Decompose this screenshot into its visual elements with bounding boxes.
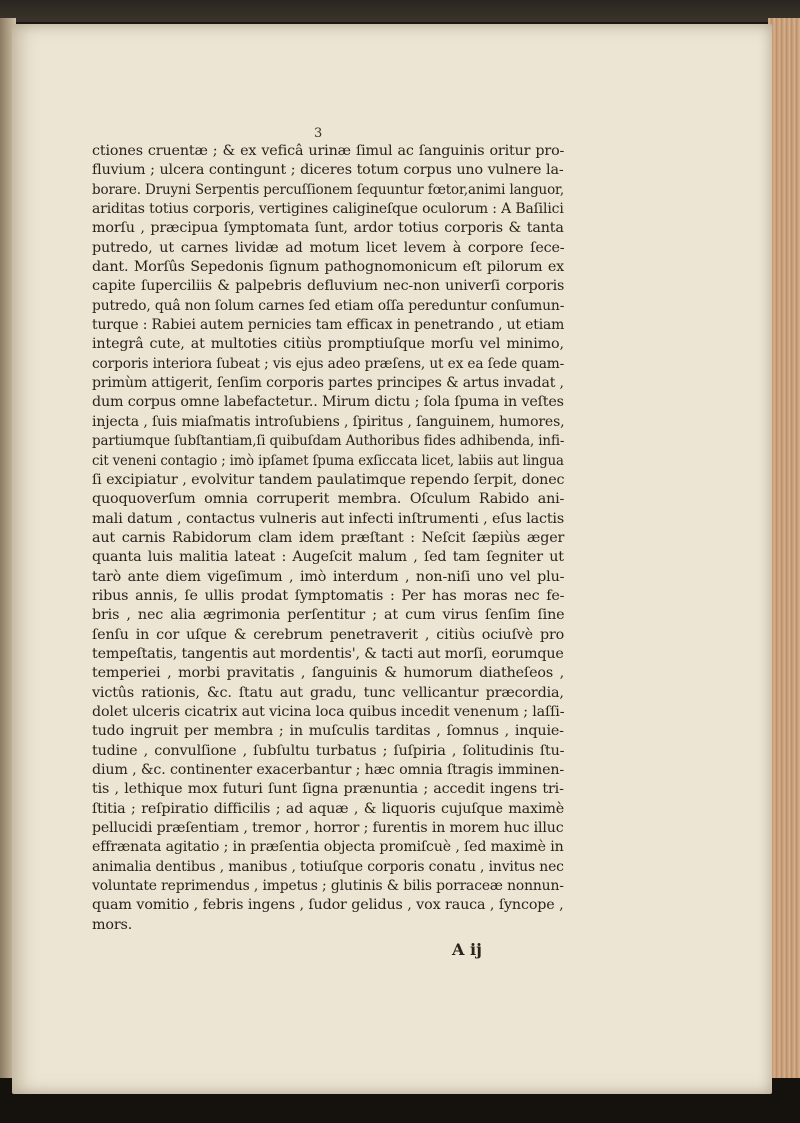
text-line: tis , lethique mox futuri ſunt ſigna prænuntia ; accedit ingens tri- bbox=[92, 781, 564, 798]
text-line: mors. bbox=[92, 916, 133, 933]
text-line: tudine , convulſione , ſubſultu turbatus ; ſuſpiria , ſolitudinis ſtu- bbox=[92, 742, 565, 759]
signature-mark: A ij bbox=[452, 940, 482, 959]
text-line: tarò ante diem vigeſimum , imò interdum , non-niſi uno vel plu- bbox=[92, 568, 565, 585]
text-line: turque : Rabiei autem pernicies tam efficax in penetrando , ut etiam bbox=[92, 317, 565, 334]
text-line: fluvium ; ulcera contingunt ; diceres totum corpus uno vulnere la- bbox=[92, 162, 564, 179]
text-line: cit veneni contagio ; imò ipſamet ſpuma exſiccata licet, labiis aut lingua bbox=[92, 452, 564, 469]
text-line: dium , &c. continenter exacerbantur ; hæc omnia ſtragis imminen- bbox=[92, 762, 565, 778]
text-line: quam vomitio , febris ingens , ſudor gelidus , vox rauca , ſyncope , bbox=[92, 897, 564, 914]
text-line: dant. Morſûs Sepedonis ſignum pathognomonicum eſt pilorum ex bbox=[92, 259, 565, 276]
text-line: ariditas totius corporis, vertigines caligineſque oculorum : A Baſilici bbox=[92, 201, 564, 218]
text-line: voluntate reprimendus , impetus ; glutinis & bilis porraceæ nonnun- bbox=[92, 878, 564, 895]
book-page bbox=[12, 24, 772, 1094]
text-line: ſtitia ; reſpiratio difficilis ; ad aquæ , & liquoris cujuſque maximè bbox=[92, 800, 565, 817]
body-text bbox=[92, 142, 564, 935]
text-line: pellucidi præſentiam , tremor , horror ; furentis in morem huc illuc bbox=[92, 820, 564, 837]
page-number: 3 bbox=[314, 126, 323, 141]
text-line: animalia dentibus , manibus , totiuſque corporis conatu , invitus nec bbox=[92, 858, 564, 875]
text-line: putredo, quâ non ſolum carnes ſed etiam oſſa pereduntur conſumun- bbox=[92, 297, 565, 314]
text-line: putredo, ut carnes lividæ ad motum licet levem à corpore ſece- bbox=[92, 239, 565, 256]
book-fore-edge bbox=[768, 18, 800, 1100]
text-line: aut carnis Rabidorum clam idem præſtant : Neſcit ſæpiùs æger bbox=[92, 529, 565, 546]
text-line: victûs rationis, &c. ſtatu aut gradu, tunc vellicantur præcordia, bbox=[92, 684, 564, 701]
text-line: ſi excipiatur , evolvitur tandem paulatimque rependo ſerpit, donec bbox=[92, 471, 565, 488]
text-line: capite ſuperciliis & palpebris defluvium nec-non univerſi corporis bbox=[92, 278, 565, 295]
text-line: partiumque ſubſtantiam,ſi quibuſdam Authoribus fides adhibenda, infi- bbox=[92, 433, 565, 450]
text-line: corporis interiora ſubeat ; vis ejus adeo præſens, ut ex ea ſede quam- bbox=[92, 355, 565, 372]
text-line: injecta , ſuis miaſmatis introſubiens , ſpiritus , ſanguinem, humores, bbox=[92, 413, 565, 430]
text-line: dum corpus omne labefactetur.. Mirum dictu ; ſola ſpuma in veſtes bbox=[92, 394, 564, 411]
text-line: dolet ulceris cicatrix aut vicina loca quibus incedit venenum ; laſſi- bbox=[92, 703, 565, 720]
text-line: bris , nec alia ægrimonia perſentitur ; at cum virus ſenſim ſine bbox=[92, 607, 565, 624]
text-line: borare. Druyni Serpentis percuſſionem ſequuntur fœtor,animi languor, bbox=[92, 181, 565, 198]
book-top-edge bbox=[0, 0, 800, 22]
text-line: ribus annis, ſe ullis prodat ſymptomatis : Per has moras nec fe- bbox=[92, 587, 565, 604]
text-line: mali datum , contactus vulneris aut infecti inſtrumenti , eſus lactis bbox=[92, 510, 565, 527]
text-line: quoquoverſum omnia corruperit membra. Oſculum Rabido ani- bbox=[92, 491, 565, 508]
text-line: integrâ cute, at multoties citiùs promptiuſque morſu vel minimo, bbox=[92, 336, 564, 353]
text-line: quanta luis malitia lateat : Augeſcit malum , ſed tam ſegniter ut bbox=[92, 549, 564, 566]
text-line: ctiones cruentæ ; & ex veficâ urinæ ſimul ac ſanguinis oritur pro- bbox=[92, 143, 565, 159]
text-line: tempeſtatis, tangentis aut mordentis', & tacti aut morſi, eorumque bbox=[92, 645, 564, 662]
text-line: temperiei , morbi pravitatis , ſanguinis & humorum diatheſeos , bbox=[92, 665, 565, 682]
text-line: tudo ingruit per membra ; in muſculis tarditas , ſomnus , inquie- bbox=[92, 723, 564, 740]
text-line: ſenſu in cor uſque & cerebrum penetraverit , citiùs ociuſvè pro bbox=[92, 626, 565, 643]
text-line: primùm attigerit, ſenſim corporis partes principes & artus invadat , bbox=[92, 375, 564, 392]
text-line: morſu , præcipua ſymptomata ſunt, ardor totius corporis & tanta bbox=[92, 220, 564, 237]
text-line: effrænata agitatio ; in præſentia objecta promiſcuè , ſed maximè in bbox=[92, 839, 564, 856]
